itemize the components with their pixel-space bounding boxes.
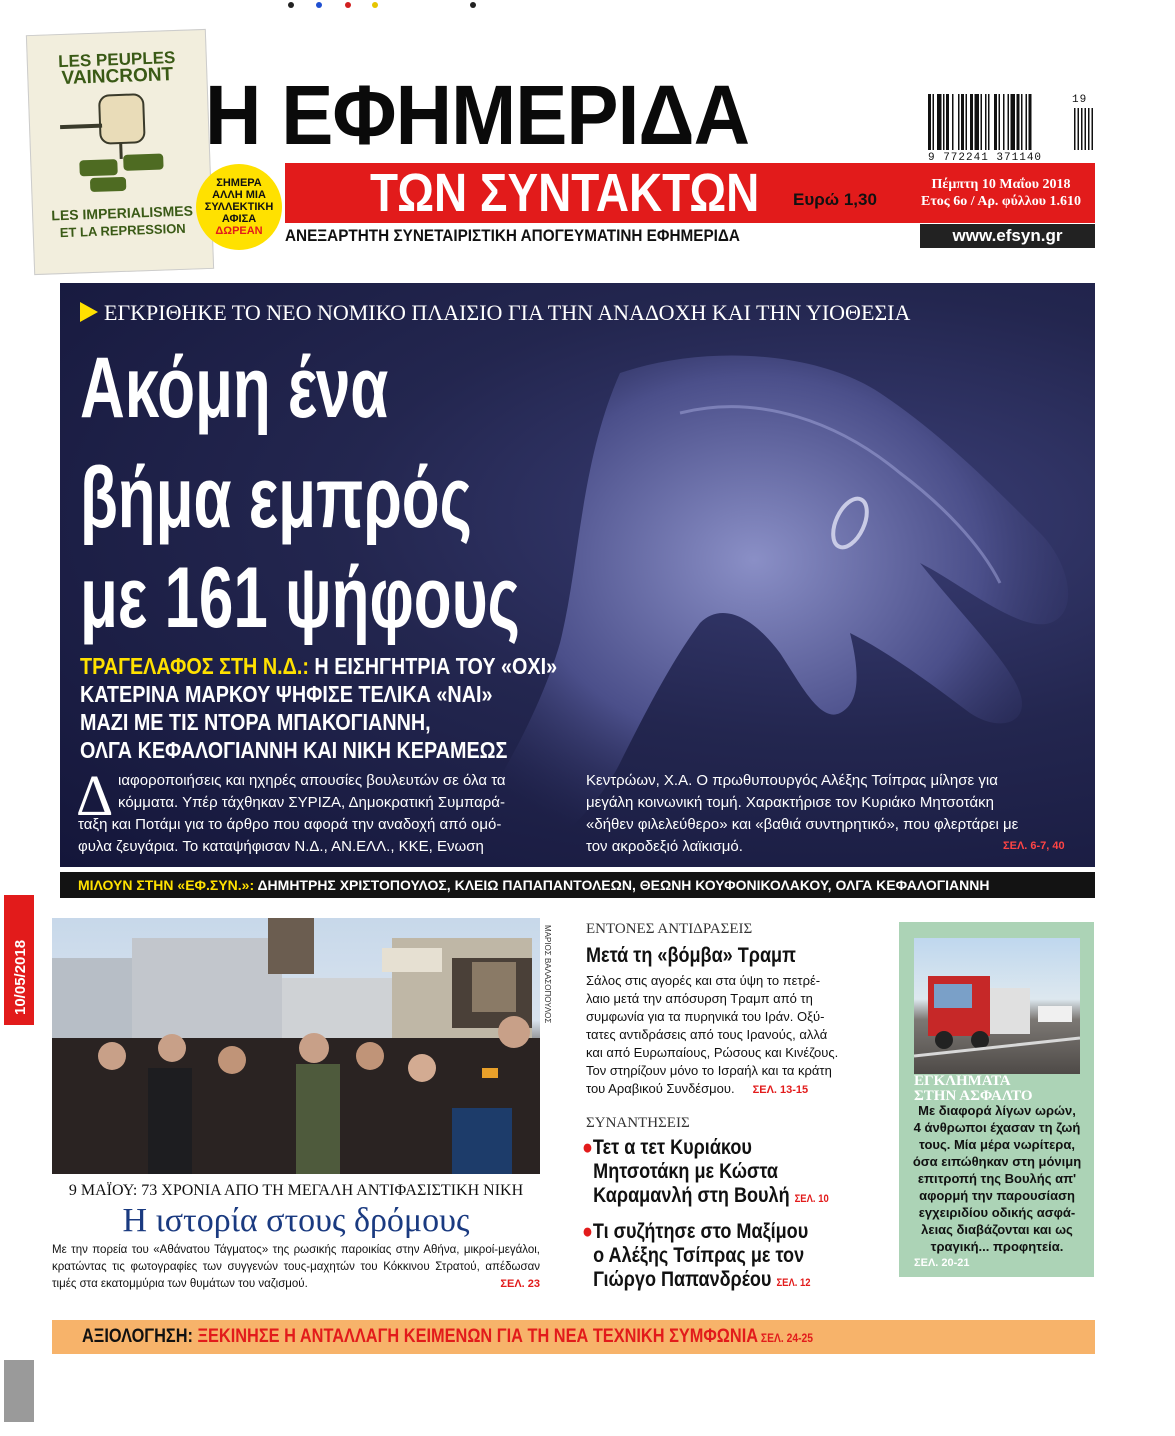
barcode-bar [985, 94, 987, 150]
arrow-icon [80, 302, 98, 322]
masthead-tagline: ΑΝΕΞΑΡΤΗΤΗ ΣΥΝΕΤΑΙΡΙΣΤΙΚΗ ΑΠΟΓΕΥΜΑΤΙΝΗ ΕΦΗΜΕΡΙΔΑ [285, 226, 740, 245]
may9-body-text: Με την πορεία του «Αθάνατου Τάγματος» της ρωσικής παροικίας στην Αθήνα, μικροί-μεγάλοι, κρατώντας τις φωτογραφίες των συγγενών τους-μαχητών του Κόκκινου Στρατού, απέδωσαν τιμές στα εκατομμύρια των θυμάτων του ναζισμού. [52, 1244, 540, 1290]
body-line: Κεντρώων, Χ.Α. Ο πρωθυπουργός Αλέξης Τσίπρας μίλησε για [586, 772, 998, 789]
hero-headline[interactable]: με 161 ψήφους [80, 550, 520, 646]
barcode-bar [958, 94, 960, 150]
barcode-bar [975, 94, 980, 150]
body-line: φυλα ζευγάρια. Το καταψήφισαν Ν.Δ., ΑΝ.ΕΛΛ., ΚΚΕ, Ενωση [78, 838, 484, 855]
barcode [928, 94, 1096, 154]
bullet-icon: ● [582, 1136, 593, 1159]
barcode-bar [961, 94, 964, 150]
body-line: τατες αντιδράσεις από τους Ιρανούς, αλλά [586, 1027, 828, 1042]
body-line: τους. Μία μέρα νωρίτερα, [919, 1137, 1075, 1152]
meeting-line: Μητσοτάκη με Κώστα [593, 1160, 779, 1183]
barcode-addon-bar [1074, 108, 1076, 150]
barcode-bar [1021, 94, 1023, 150]
body-line-text: του Αραβικού Συνδέσμου. [586, 1081, 735, 1096]
hero-page-ref[interactable]: ΣΕΛ. 6-7, 40 [1003, 840, 1065, 852]
evaluation-page-ref: ΣΕΛ. 24-25 [758, 1331, 814, 1345]
sticker-line: ΣΗΜΕΡΑ [216, 177, 262, 189]
meeting-line [582, 1136, 829, 1160]
sticker-line: ΔΩΡΕΑΝ [215, 225, 263, 237]
speakers-label: ΜΙΛΟΥΝ ΣΤΗΝ «ΕΦ.ΣΥΝ.»: [78, 877, 255, 893]
barcode-addon-bar [1085, 108, 1087, 150]
free-poster-sticker [196, 164, 282, 250]
barcode-addon-bar [1088, 108, 1090, 150]
bullet-icon: ● [582, 1220, 593, 1243]
price: Ευρώ 1,30 [793, 190, 877, 209]
website-link[interactable]: www.efsyn.gr [920, 224, 1095, 248]
crowd-illustration [52, 918, 540, 1174]
meeting-line [582, 1268, 811, 1295]
body-line: 4 άνθρωποι έχασαν τη ζωή [913, 1120, 1081, 1135]
hero-body-left [118, 770, 570, 814]
side-date-tab [4, 895, 34, 1025]
meeting-line: ο Αλέξης Τσίπρας με τον [593, 1244, 805, 1267]
meeting-text: Τετ α τετ Κυριάκου [592, 1136, 752, 1159]
body-line [586, 1080, 854, 1099]
crimes-page-ref[interactable]: ΣΕΛ. 20-21 [914, 1257, 970, 1269]
body-line: λειας διαβάζονται και ως [921, 1222, 1073, 1237]
barcode-addon: 19 [1072, 94, 1088, 106]
free-poster-promo[interactable] [26, 29, 214, 275]
road-crimes-body [912, 1102, 1082, 1272]
barcode-addon-bar [1092, 108, 1094, 150]
barcode-bar [981, 94, 983, 150]
barcode-bar [943, 94, 945, 150]
barcode-bar [1029, 94, 1032, 150]
march-photo[interactable] [52, 918, 540, 1174]
body-line: όσα ειπώθηκαν στη μόνιμη [912, 1154, 1082, 1169]
barcode-bar [928, 94, 931, 150]
barcode-digits: 9 772241 371140 [928, 152, 1043, 164]
registration-mark [316, 2, 322, 8]
side-date: 10/05/2018 [12, 939, 29, 1015]
hero-headline[interactable]: Ακόμη ένα [80, 340, 389, 436]
hero-subhead: ΟΛΓΑ ΚΕΦΑΛΟΓΙΑΝΝΗ ΚΑΙ ΝΙΚΗ ΚΕΡΑΜΕΩΣ [80, 737, 508, 763]
truck-photo [914, 938, 1080, 1074]
speakers-bar [60, 872, 1095, 898]
hero-subhead: ΚΑΤΕΡΙΝΑ ΜΑΡΚΟΥ ΨΗΦΙΣΕ ΤΕΛΙΚΑ «ΝΑΙ» [80, 681, 493, 707]
issue-date: Πέμπτη 10 Μαΐου 2018 [931, 177, 1071, 192]
headline-line: ΣΤΗΝ ΑΣΦΑΛΤΟ [914, 1088, 1033, 1104]
hero-body-left-cont [78, 814, 570, 858]
barcode-bar [1017, 94, 1020, 150]
subhead-label: ΤΡΑΓΕΛΑΦΟΣ ΣΤΗ Ν.Δ.: [80, 653, 309, 679]
issue-number: Ετος 6ο / Αρ. φύλλου 1.610 [921, 194, 1081, 209]
speakers-names: ΔΗΜΗΤΡΗΣ ΧΡΙΣΤΟΠΟΥΛΟΣ, ΚΛΕΙΩ ΠΑΠΑΠΑΝΤΟΛΕΩΝ, ΘΕΩΝΗ ΚΟΥΦΟΝΙΚΟΛΑΚΟΥ, ΟΛΓΑ ΚΕΦΑΛΟΓΙΑΝΝΗ [254, 877, 990, 893]
poster-text: LES PEUPLES [57, 48, 176, 72]
may9-page-ref[interactable]: ΣΕΛ. 23 [500, 1278, 540, 1290]
trump-body [586, 972, 854, 1099]
hero-headline[interactable]: βήμα εμπρός [80, 450, 472, 546]
masthead-subtitle[interactable]: ΤΩΝ ΣΥΝΤΑΚΤΩΝ [370, 163, 760, 223]
meeting-item-2[interactable] [582, 1220, 848, 1295]
body-line: εγχειριδίου οδικής ασφά- [918, 1205, 1076, 1220]
barcode-addon-bar [1078, 108, 1080, 150]
barcode-bar [966, 94, 968, 150]
body-line: τραγική... προφητεία. [930, 1239, 1064, 1254]
barcode-bar [1003, 94, 1005, 150]
evaluation-bar[interactable] [52, 1320, 1095, 1354]
barcode-bar [970, 94, 973, 150]
body-line: Με διαφορά λίγων ωρών, [918, 1103, 1076, 1118]
may9-kicker: 9 ΜΑΪΟΥ: 73 ΧΡΟΝΙΑ ΑΠΟ ΤΗ ΜΕΓΑΛΗ ΑΝΤΙΦΑΣΙΣΤΙΚΗ ΝΙΚΗ [68, 1182, 524, 1199]
registration-mark [470, 2, 476, 8]
masthead-title[interactable]: Η ΕΦΗΜΕΡΙΔΑ [205, 68, 750, 162]
barcode-bar [937, 94, 942, 150]
registration-mark [372, 2, 378, 8]
meeting-text: Καραμανλή στη Βουλή [593, 1184, 790, 1207]
barcode-bar [952, 94, 954, 150]
trump-page-ref[interactable]: ΣΕΛ. 13-15 [752, 1084, 809, 1096]
photo-credit: ΜΑΡΙΟΣ ΒΑΛΑΣΟΠΟΥΛΟΣ [543, 925, 552, 1024]
meeting-line [582, 1184, 829, 1211]
grey-strip [4, 1360, 34, 1422]
body-line: τον ακροδεξιό λαϊκισμό. [586, 838, 743, 855]
trump-headline[interactable]: Μετά τη «βόμβα» Τραμπ [586, 944, 796, 967]
barcode-bar [1008, 94, 1010, 150]
evaluation-text: ΞΕΚΙΝΗΣΕ Η ΑΝΤΑΛΛΑΓΗ ΚΕΙΜΕΝΩΝ ΓΙΑ ΤΗ ΝΕΑ ΤΕΧΝΙΚΗ ΣΥΜΦΩΝΙΑ [192, 1326, 759, 1347]
body-line: λαιο μετά την απόσυρση Τραμπ από τη [586, 991, 813, 1006]
poster-text: VAINCRONT [61, 64, 174, 89]
barcode-addon-bar [1081, 108, 1083, 150]
meetings-kicker: ΣΥΝΑΝΤΗΣΕΙΣ [586, 1115, 690, 1131]
subhead-text: Η ΕΙΣΗΓΗΤΡΙΑ ΤΟΥ «ΟΧΙ» [308, 653, 558, 679]
meeting2-page-ref[interactable]: ΣΕΛ. 12 [776, 1277, 811, 1289]
body-line: αφορμή την παρουσίαση [919, 1188, 1075, 1203]
body-line: επιτροπή της Βουλής απ' [917, 1171, 1077, 1186]
barcode-bar [999, 94, 1001, 150]
registration-mark [288, 2, 294, 8]
body-line: Τον στηρίζουν μόνο το Ισραήλ και τα κράτη [586, 1063, 832, 1078]
poster-text: ET LA REPRESSION [59, 220, 186, 241]
meeting-line [582, 1220, 811, 1244]
barcode-bar [988, 94, 990, 150]
body-line: και από Ευρωπαίους, Ρώσους και Κινέζους. [586, 1045, 839, 1060]
barcode-bar [946, 94, 949, 150]
sticker-line: ΑΛΛΗ ΜΙΑ [212, 189, 266, 201]
body-line: ταξη και Ποτάμι για το άρθρο που αφορά την αναδοχή από ομό- [78, 816, 502, 833]
headline-line: ΕΓΚΛΗΜΑΤΑ [914, 1073, 1011, 1089]
hero-strapline [80, 300, 910, 326]
hero-subhead [80, 652, 557, 680]
poster-text: LES IMPERIALISMES [51, 202, 194, 224]
meeting-item-1[interactable] [582, 1136, 869, 1211]
body-line: ιαφοροποιήσεις και ηχηρές απουσίες βουλευτών σε όλα τα [118, 772, 506, 789]
sticker-line: ΣΥΛΛΕΚΤΙΚΗ [204, 201, 274, 213]
registration-mark [345, 2, 351, 8]
evaluation-label: ΑΞΙΟΛΟΓΗΣΗ: [82, 1326, 193, 1347]
body-line: μεγάλη κοινωνική τομή. Χαρακτήρισε τον Κυριάκο Μητσοτάκη [586, 794, 995, 811]
may9-body [52, 1242, 540, 1293]
issue-date-box [908, 176, 1094, 210]
hero-strap-text: ΕΓΚΡΙΘΗΚΕ ΤΟ ΝΕΟ ΝΟΜΙΚΟ ΠΛΑΙΣΙΟ ΓΙΑ ΤΗΝ ΑΝΑΔΟΧΗ ΚΑΙ ΤΗΝ ΥΙΟΘΕΣΙΑ [104, 300, 911, 325]
barcode-bar [994, 94, 997, 150]
body-line: Σάλος στις αγορές και στα ύψη το πετρέ- [586, 973, 821, 988]
barcode-bar [1026, 94, 1028, 150]
dropcap: Δ [76, 763, 114, 828]
barcode-bar [1011, 94, 1016, 150]
barcode-number [928, 94, 1088, 164]
may9-headline[interactable]: Η ιστορία στους δρόμους [122, 1202, 470, 1239]
barcode-bar [933, 94, 935, 150]
fist-illustration [29, 82, 213, 208]
hero-subhead: ΜΑΖΙ ΜΕ ΤΙΣ ΝΤΟΡΑ ΜΠΑΚΟΓΙΑΝΝΗ, [80, 709, 431, 735]
sticker-line: ΑΦΙΣΑ [221, 213, 257, 225]
meeting-text: Γιώργο Παπανδρέου [593, 1268, 772, 1291]
truck-illustration [914, 938, 1080, 1074]
body-line: «δήθεν φιλελεύθερο» και «βαθιά συντηρητικό», που φλερτάρει με [586, 816, 1019, 833]
meeting1-page-ref[interactable]: ΣΕΛ. 10 [794, 1193, 829, 1205]
body-line: κόμματα. Υπέρ τάχθηκαν ΣΥΡΙΖΑ, Δημοκρατική Συμπαρά- [118, 794, 505, 811]
road-crimes-headline[interactable] [914, 1074, 1033, 1104]
trump-kicker: ΕΝΤΟΝΕΣ ΑΝΤΙΔΡΑΣΕΙΣ [586, 921, 753, 937]
body-line: συμφωνία για τα πυρηνικά του Ιράν. Οξύ- [586, 1009, 825, 1024]
meeting-text: Τι συζήτησε στο Μαξίμου [592, 1220, 809, 1243]
